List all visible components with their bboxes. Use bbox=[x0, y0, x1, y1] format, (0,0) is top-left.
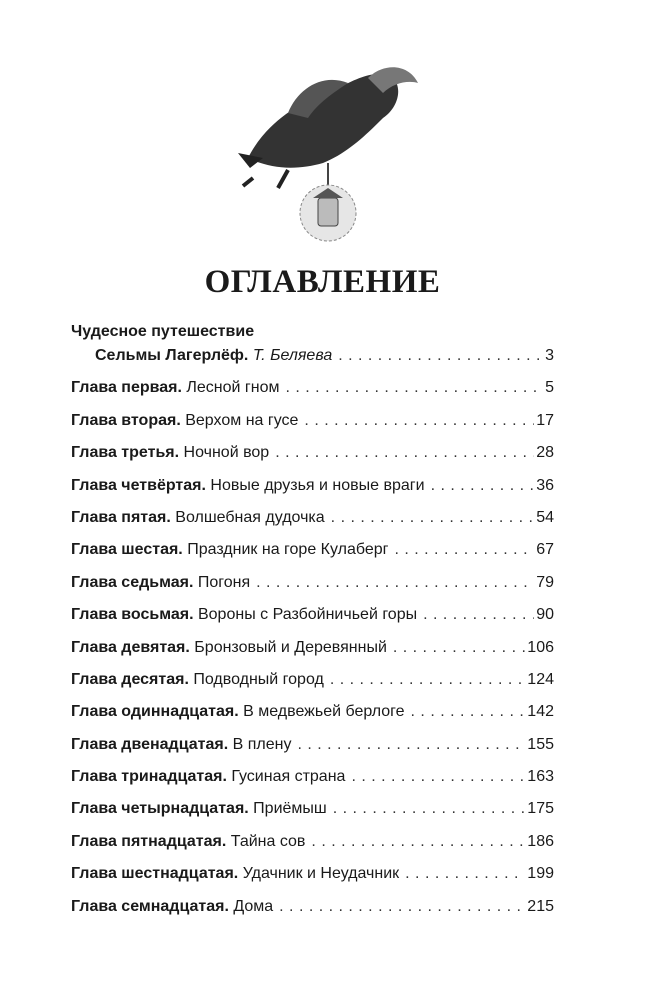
chapter-number: Глава девятая. bbox=[71, 638, 190, 656]
page-number: 28 bbox=[536, 444, 554, 462]
toc-intro bbox=[71, 346, 554, 378]
toc-entry bbox=[71, 378, 554, 410]
chapter-title: В плену bbox=[232, 735, 292, 753]
chapter-number: Глава четырнадцатая. bbox=[71, 800, 249, 818]
dot-leader bbox=[275, 443, 534, 463]
chapter-title: Волшебная дудочка bbox=[175, 508, 325, 526]
toc-entry bbox=[71, 832, 554, 864]
chapter-title: Подводный город bbox=[193, 670, 324, 688]
page-number: 5 bbox=[545, 379, 554, 397]
chapter-number: Глава десятая. bbox=[71, 670, 189, 688]
dot-leader bbox=[394, 540, 534, 560]
toc-intro-line1: Чудесное путешествие bbox=[71, 323, 255, 340]
chapter-number: Глава третья. bbox=[71, 444, 180, 462]
toc-entry bbox=[71, 638, 554, 670]
toc-intro-bold: Сельмы Лагерлёф. bbox=[95, 347, 249, 364]
chapter-title: В медвежьей берлоге bbox=[243, 703, 405, 721]
toc-entry bbox=[71, 443, 554, 475]
dot-leader bbox=[423, 605, 534, 625]
chapter-title: Удачник и Неудачник bbox=[242, 865, 400, 883]
chapter-title: Дома bbox=[233, 897, 274, 915]
page-number: 186 bbox=[527, 832, 554, 850]
dot-leader bbox=[279, 897, 525, 917]
toc-entry bbox=[71, 735, 554, 767]
page-number: 3 bbox=[545, 347, 554, 364]
page-number: 90 bbox=[536, 606, 554, 624]
chapter-title: Тайна сов bbox=[230, 832, 306, 850]
page-number: 175 bbox=[527, 800, 554, 818]
dot-leader bbox=[297, 735, 525, 755]
chapter-number: Глава одиннадцатая. bbox=[71, 703, 239, 721]
chapter-number: Глава пятнадцатая. bbox=[71, 832, 227, 850]
dot-leader bbox=[411, 702, 526, 722]
gnom-illustration bbox=[228, 58, 424, 248]
page-number: 79 bbox=[536, 573, 554, 591]
toc-entry bbox=[71, 573, 554, 605]
chapter-number: Глава семнадцатая. bbox=[71, 897, 229, 915]
chapter-title: Верхом на гусе bbox=[185, 411, 299, 429]
dot-leader bbox=[331, 508, 535, 528]
page-number: 124 bbox=[527, 670, 554, 688]
toc-intro-author: Т. Беляева bbox=[252, 347, 333, 364]
dot-leader bbox=[311, 832, 525, 852]
chapter-title: Лесной гном bbox=[186, 379, 280, 397]
page-number: 17 bbox=[536, 411, 554, 429]
table-of-contents bbox=[71, 322, 554, 929]
toc-entry bbox=[71, 702, 554, 734]
chapter-number: Глава тринадцатая. bbox=[71, 768, 227, 786]
dot-leader bbox=[405, 864, 525, 884]
dot-leader bbox=[338, 346, 543, 366]
page-number: 106 bbox=[527, 638, 554, 656]
chapter-number: Глава шестая. bbox=[71, 541, 183, 559]
chapter-title: Погоня bbox=[197, 573, 251, 591]
chapter-number: Глава четвёртая. bbox=[71, 476, 206, 494]
toc-entry bbox=[71, 476, 554, 508]
page-number: 155 bbox=[527, 735, 554, 753]
chapter-number: Глава восьмая. bbox=[71, 606, 194, 624]
chapter-title: Праздник на горе Кулаберг bbox=[187, 541, 389, 559]
page-number: 36 bbox=[536, 476, 554, 494]
chapter-number: Глава двенадцатая. bbox=[71, 735, 229, 753]
chapter-title: Приёмыш bbox=[253, 800, 327, 818]
chapter-title: Бронзовый и Деревянный bbox=[194, 638, 387, 656]
dot-leader bbox=[256, 573, 534, 593]
page-number: 215 bbox=[527, 897, 554, 915]
toc-entry bbox=[71, 897, 554, 929]
page-number: 199 bbox=[527, 865, 554, 883]
toc-entry bbox=[71, 767, 554, 799]
toc-entry bbox=[71, 864, 554, 896]
dot-leader bbox=[351, 767, 525, 787]
page-title: ОГЛАВЛЕНИЕ bbox=[204, 264, 441, 300]
dot-leader bbox=[304, 411, 534, 431]
chapter-title: Новые друзья и новые враги bbox=[210, 476, 425, 494]
dot-leader bbox=[286, 378, 544, 398]
page-number: 163 bbox=[527, 768, 554, 786]
chapter-number: Глава седьмая. bbox=[71, 573, 194, 591]
toc-entry bbox=[71, 540, 554, 572]
dot-leader bbox=[330, 670, 525, 690]
toc-entry bbox=[71, 799, 554, 831]
chapter-title: Гусиная страна bbox=[231, 768, 346, 786]
toc-entry bbox=[71, 411, 554, 443]
dot-leader bbox=[333, 799, 526, 819]
toc-entry bbox=[71, 508, 554, 540]
chapter-number: Глава первая. bbox=[71, 379, 182, 397]
chapter-number: Глава пятая. bbox=[71, 508, 171, 526]
chapter-title: Ночной вор bbox=[183, 444, 270, 462]
dot-leader bbox=[393, 638, 525, 658]
page-number: 54 bbox=[536, 508, 554, 526]
chapter-number: Глава шестнадцатая. bbox=[71, 865, 239, 883]
page-number: 142 bbox=[527, 703, 554, 721]
chapter-title: Вороны с Разбойничьей горы bbox=[197, 606, 418, 624]
toc-entry bbox=[71, 670, 554, 702]
toc-entry bbox=[71, 605, 554, 637]
page-number: 67 bbox=[536, 541, 554, 559]
chapter-number: Глава вторая. bbox=[71, 411, 181, 429]
dot-leader bbox=[431, 476, 535, 496]
